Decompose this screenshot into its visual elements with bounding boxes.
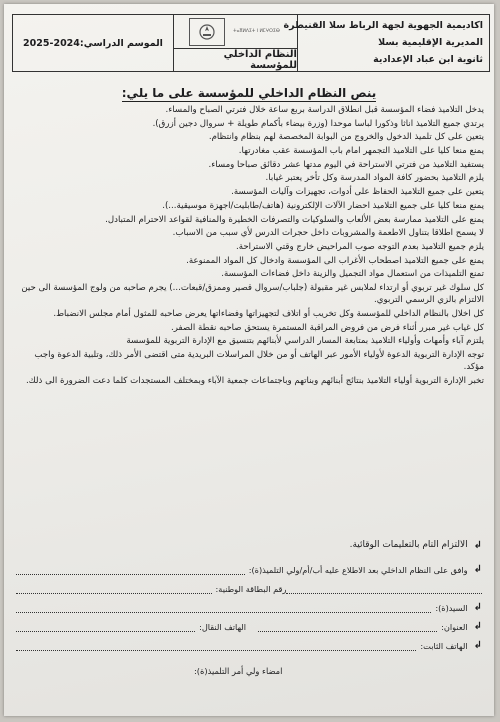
blank-line <box>286 583 482 594</box>
landline-field[interactable] <box>16 640 416 651</box>
arrow-bullet-icon: ↲ <box>473 539 482 551</box>
national-id-field[interactable] <box>16 583 212 594</box>
rule-item: يلزم جميع التلاميذ بعدم التوجه صوب المراحيض خارج وقتي الاستراحة. <box>236 241 484 252</box>
rule-item: كل سلوك غير تربوي أو ارتداء لملابس غير مقبولة (جلباب/سروال قصير وممزق/قبعات...) يجرم صاحبه من ولوج المؤسسة الى حين الالتزام بالزي الرسمي التربوي. <box>21 282 484 306</box>
internal-rules-label: النظام الداخلي للمؤسسة <box>223 49 297 71</box>
academy-cell <box>283 15 489 71</box>
mobile-field[interactable] <box>16 621 195 632</box>
rule-item: تمنع التلميذات من استعمال مواد التجميل والزينة داخل فضاءات المؤسسة. <box>221 269 484 280</box>
guardian-name-field[interactable] <box>16 564 245 575</box>
rule-item: يستفيد التلاميذ من فترتي الاستراحة في اليوم مدتها عشر دقائق صباحا ومساء. <box>208 159 484 170</box>
pledge-item: ↲ الالتزام التام بالتعليمات الوقائية. <box>349 539 482 551</box>
rule-item: يمنع على التلاميذ ممارسة بعض الألعاب والسلوكيات والتصرفات الخطيرة والمنافية لقواعد الاحترام المتبادل. <box>105 214 484 225</box>
rule-item: كل غياب غير مبرر أثناء فرض من فروض المراقبة المستمرة يستحق صاحبه نقطة الصفر. <box>171 322 484 333</box>
rule-item: يتعين على كل تلميذ الدخول والخروج من البوابة المخصصة لهم بنظام وانتظام. <box>208 132 484 143</box>
ministry-logo: ⵜⴰⴳⵍⴷⵉⵜ ⵏ ⵍⵎⵖⵔⵉⴱ <box>174 15 297 49</box>
rule-item: تخبر الإدارة التربوية أولياء التلاميذ بنتائج أبنائهم وبناتهم وباجتماعات جمعية الآباء وبمختلف المستجدات كلما دعت الضرورة الى ذلك. <box>25 375 484 386</box>
guardian-approval-row: ↲ وافق على النظام الداخلي بعد الاطلاع عليه أب/أم/ولي التلميذ(ة): <box>16 556 482 575</box>
school-year-label: الموسم الدراسي:2024-2025 <box>23 37 163 49</box>
rules-list <box>14 104 484 389</box>
page-title: ينص النظام الداخلي للمؤسسة على ما يلي: <box>121 86 377 100</box>
rule-item: توجه الإدارة التربوية الدعوة لأولياء الأمور عبر الهاتف أو من خلال المراسلات البريدية متى اقتضى الأمر ذلك، وتلبية الدعوة واجب مؤكد. <box>34 349 484 373</box>
rule-item: يرتدي جميع التلاميذ اناثا وذكورا لباسا موحدا (وزرة بيضاء بأكمام طويلة + سروال دجين أزرق). <box>152 118 484 129</box>
address-field[interactable] <box>258 621 437 632</box>
logo-and-subject-cell <box>173 15 297 71</box>
document-header <box>12 14 490 72</box>
address-row: ↲ العنوان: الهاتف النقال: <box>16 613 482 632</box>
rule-item: يلزم التلاميذ بحضور كافة المواد المدرسة وكل تأخر يعتبر غيابا. <box>265 173 484 184</box>
guardian-signature-label: امضاء ولي أمر التلميذ(ة): <box>194 666 283 676</box>
rule-item: يلتزم آباء وأمهات وأولياء التلاميذ بمتابعة المسار الدراسي لأبنائهم بتنسيق مع الإدارة التربوية للمؤسسة <box>126 336 484 347</box>
name-row: ↲ السيد(ة): <box>16 594 482 613</box>
pledges <box>16 538 482 553</box>
rule-item: كل اخلال بالنظام الداخلي للمؤسسة وكل تخريب أو اتلاف لتجهيزاتها وفضاءاتها يعرض صاحبه للمثول أمام مجلس الانضباط. <box>53 308 484 319</box>
rule-item: لا يسمح اطلاقا بتناول الاطعمة والمشروبات داخل حجرات الدرس لأي سبب من الاسباب. <box>172 228 484 239</box>
rules-document <box>4 4 494 716</box>
rule-item: يمنع منعا كليا على جميع التلاميذ احضار الآلات الإلكترونية (هاتف/طابليت/اجهزة موسيقية...). <box>162 200 484 211</box>
arrow-bullet-icon: ↲ <box>473 602 482 613</box>
arrow-bullet-icon: ↲ <box>473 640 482 651</box>
guardian-form <box>16 556 482 651</box>
rule-item: يمنع منعا كليا على التلاميذ التجمهر امام باب المؤسسة عقب مغادرتها. <box>238 146 484 157</box>
rule-item: يدخل التلاميذ فضاء المؤسسة قبل انطلاق الدراسة بربع ساعة خلال فترتي الصباح والمساء. <box>165 105 484 115</box>
national-id-row: رقم البطاقة الوطنية: <box>16 575 482 594</box>
directorate-name: المديرية الإقليمية بسلا <box>378 37 483 48</box>
landline-row: ↲ الهاتف الثابت: <box>16 632 482 651</box>
emblem-icon <box>189 18 225 46</box>
school-name: ثانوية ابن عباد الإعدادية <box>373 54 483 65</box>
arrow-bullet-icon: ↲ <box>473 564 482 575</box>
academy-name: اكاديمية الجهوية لجهة الرباط سلا القنيطرة <box>283 20 483 31</box>
arrow-bullet-icon: ↲ <box>473 621 482 632</box>
rule-item: يتعين على جميع التلاميذ الحفاظ على أدوات، تجهيزات وآليات المؤسسة. <box>231 187 484 198</box>
rule-item: يمنع على جميع التلاميذ اصطحاب الأغراب الى المؤسسة وادخال كل المواد الممنوعة. <box>186 255 484 266</box>
name-field[interactable] <box>16 602 431 613</box>
